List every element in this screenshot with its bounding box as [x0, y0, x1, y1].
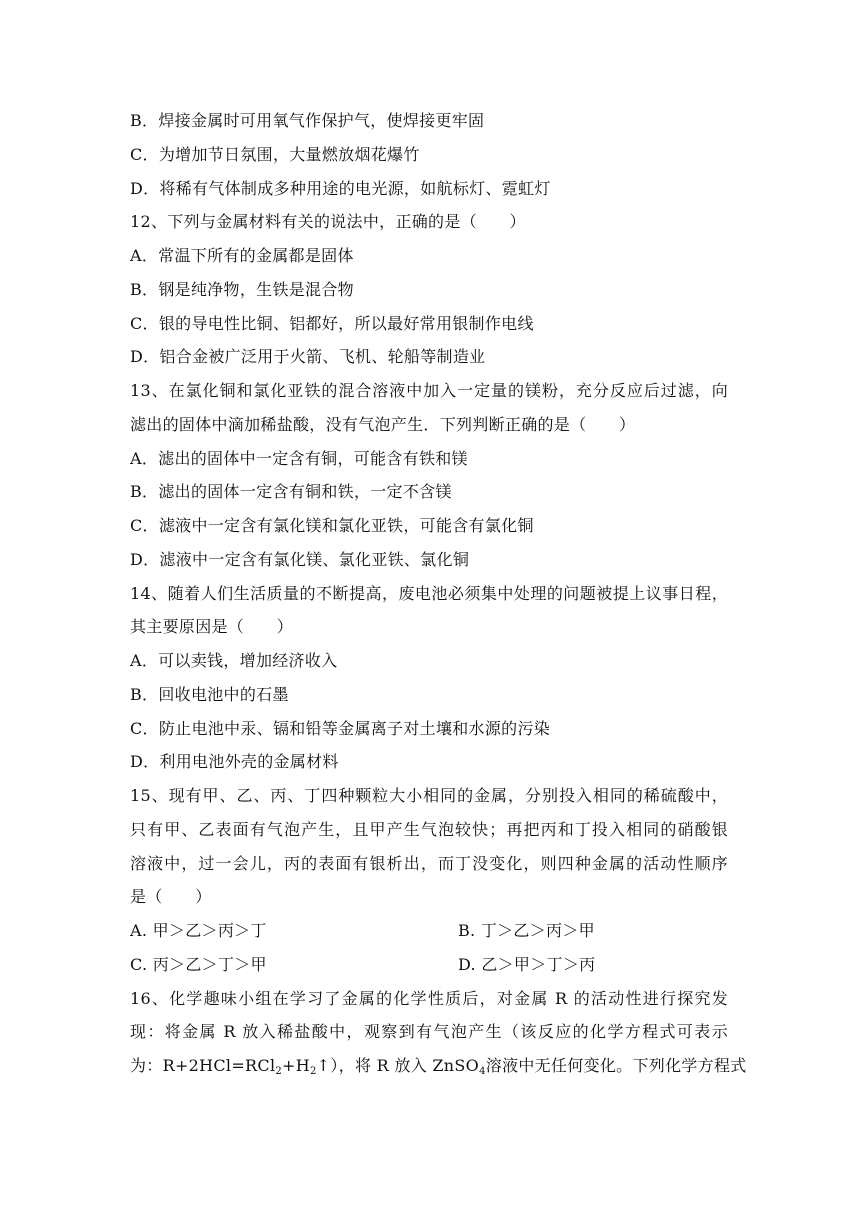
q12-option-a: A．常温下所有的金属都是固体 [130, 246, 354, 265]
q14-stem-line-1: 14、随着人们生活质量的不断提高，废电池必须集中处理的问题被提上议事日程， [130, 584, 728, 603]
q11-option-c: C．为增加节日氛围，大量燃放烟花爆竹 [130, 145, 420, 164]
q13-option-b: B．滤出的固体一定含有铜和铁，一定不含镁 [130, 482, 452, 501]
q12-option-b: B．钢是纯净物，生铁是混合物 [130, 280, 354, 299]
q16-stem-line-3 [130, 1055, 747, 1077]
q16-stem-line-1: 16、化学趣味小组在学习了金属的化学性质后，对金属 R 的活动性进行探究发 [130, 989, 728, 1008]
q11-option-d: D．将稀有气体制成多种用途的电光源，如航标灯、霓虹灯 [130, 179, 551, 198]
q14-stem-line-2: 其主要原因是（ ） [130, 617, 294, 636]
q14-option-d: D．利用电池外壳的金属材料 [130, 752, 339, 771]
q15-stem-line-3: 溶液中，过一会儿，丙的表面有银析出，而丁没变化，则四种金属的活动性顺序 [130, 854, 728, 873]
q15-option-d: D. 乙＞甲＞丁＞丙 [458, 955, 596, 974]
q16-subscript-2a: 2 [275, 1066, 283, 1077]
q12-option-c: C．银的导电性比铜、铝都好，所以最好常用银制作电线 [130, 314, 534, 333]
q13-option-c: C．滤液中一定含有氯化镁和氯化亚铁，可能含有氯化铜 [130, 516, 534, 535]
q15-option-c: C. 丙＞乙＞丁＞甲 [130, 955, 267, 974]
q16-subscript-2b: 2 [310, 1066, 317, 1077]
q16-text-part-3: ↑），将 R 放入 ZnSO [316, 1056, 480, 1075]
q15-stem-line-2: 只有甲、乙表面有气泡产生，且甲产生气泡较快；再把丙和丁投入相同的硝酸银 [130, 820, 728, 839]
q15-option-b: B. 丁＞乙＞丙＞甲 [458, 921, 595, 940]
q16-subscript-4: 4 [479, 1066, 486, 1077]
q15-stem-line-4: 是（ ） [130, 887, 212, 906]
q14-option-c: C．防止电池中汞、镉和铅等金属离子对土壤和水源的污染 [130, 719, 551, 738]
q16-text-part-2: +H [282, 1056, 310, 1075]
q15-option-a: A. 甲＞乙＞丙＞丁 [130, 921, 267, 940]
q16-text-part-4: 溶液中无任何变化。下列化学方程式 [485, 1056, 747, 1075]
q15-options-row-1 [130, 920, 595, 942]
q16-stem-line-2: 现：将金属 R 放入稀盐酸中，观察到有气泡产生（该反应的化学方程式可表示 [130, 1022, 728, 1041]
q15-stem-line-1: 15、现有甲、乙、丙、丁四种颗粒大小相同的金属，分别投入相同的稀硫酸中， [130, 786, 728, 805]
q15-options-row-2 [130, 954, 596, 976]
q14-option-b: B．回收电池中的石墨 [130, 685, 289, 704]
q13-option-a: A．滤出的固体中一定含有铜，可能含有铁和镁 [130, 449, 468, 468]
q12-stem: 12、下列与金属材料有关的说法中，正确的是（ ） [130, 212, 526, 231]
q11-option-b: B．焊接金属时可用氧气作保护气，使焊接更牢固 [130, 111, 485, 130]
q13-stem-line-1: 13、在氯化铜和氯化亚铁的混合溶液中加入一定量的镁粉，充分反应后过滤，向 [130, 381, 728, 400]
q13-stem-line-2: 滤出的固体中滴加稀盐酸，没有气泡产生．下列判断正确的是（ ） [130, 415, 636, 434]
q14-option-a: A．可以卖钱，增加经济收入 [130, 651, 338, 670]
q13-option-d: D．滤液中一定含有氯化镁、氯化亚铁、氯化铜 [130, 550, 470, 569]
q16-text-part-1: 为：R+2HCl=RCl [130, 1056, 276, 1075]
q12-option-d: D．铝合金被广泛用于火箭、飞机、轮船等制造业 [130, 347, 486, 366]
